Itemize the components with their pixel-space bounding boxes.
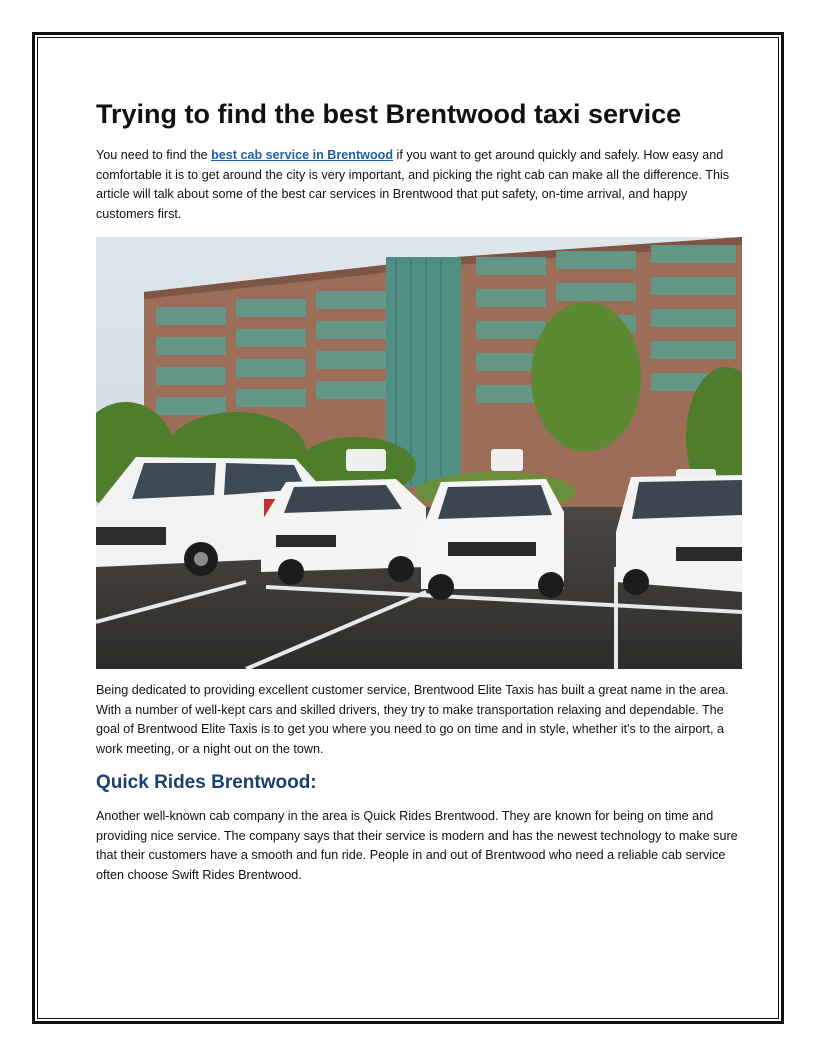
taxi-fleet-photo bbox=[96, 237, 742, 669]
taxi-3 bbox=[616, 469, 742, 595]
section-heading-quick-rides: Quick Rides Brentwood: bbox=[96, 772, 317, 793]
best-cab-service-link[interactable]: best cab service in Brentwood bbox=[211, 148, 394, 162]
elite-taxis-paragraph: Being dedicated to providing excellent customer service, Brentwood Elite Taxis has built a great name in the area. With a number of well-kept cars and skilled drivers, they try to make transportation relaxing and dependable. The goal of Brentwood Elite Taxis is to get you where you need to go on time and in style, whether it's to the airport, a work meeting, or a night out on the town. bbox=[96, 683, 729, 756]
article bbox=[96, 96, 742, 885]
intro-text-before: You need to find the bbox=[96, 148, 212, 162]
quick-rides-paragraph: Another well-known cab company in the area is Quick Rides Brentwood. They are known for being on time and providing nice service. The company says that their service is modern and has the newest technology to make sure that their customers have a smooth and fun ride. People in and out of Brentwood who need a reliable cab service often choose Swift Rides Brentwood. bbox=[96, 809, 738, 882]
intro-paragraph bbox=[96, 146, 742, 224]
intro-text-after: if you want to get around quickly and safely. How easy and comfortable it is to get around the city is very important, and picking the right cab can make all the difference. This article will talk about some of the best car services in Brentwood that put safety, on-time arrival, and happy customers first. bbox=[96, 148, 730, 221]
article-title: Trying to find the best Brentwood taxi service bbox=[96, 99, 682, 129]
